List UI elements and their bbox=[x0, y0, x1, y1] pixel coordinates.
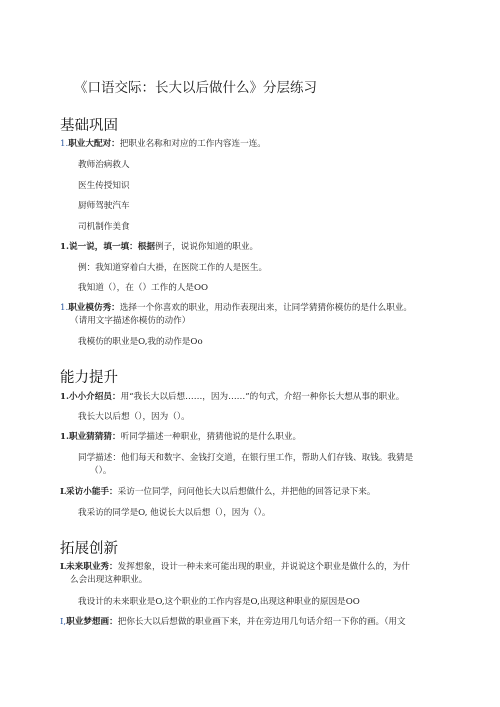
question-label: 未来职业秀： bbox=[66, 562, 118, 572]
question-text: 采访一位同学，问问他长大以后想做什么，并把他的回答记录下来。 bbox=[117, 487, 376, 497]
question-label: 职业猜猜猜： bbox=[68, 432, 121, 442]
question-number: L bbox=[60, 487, 67, 497]
question-label: 小小介绍员： bbox=[68, 392, 121, 402]
question-text: 发挥想象，设计一种未来可能出现的职业，并说说这个职业是做什么的，为什 bbox=[117, 562, 410, 572]
fill-in-line: 我模仿的职业是O,我的动作是Oo bbox=[78, 337, 203, 347]
pair-item: 医生传授知识 bbox=[78, 181, 130, 191]
question-continuation: （请用文字描述你模仿的动作） bbox=[70, 316, 191, 326]
question-number: 1. bbox=[60, 242, 69, 252]
question-text: 例子，说说你知道的职业。 bbox=[154, 242, 259, 252]
question-label: 职业梦想画： bbox=[66, 617, 118, 627]
ability-question-2 bbox=[60, 431, 301, 443]
question-number: 1. bbox=[60, 432, 69, 442]
question-text: 听同学描述一种职业，猜猜他说的是什么职业。 bbox=[120, 432, 302, 442]
question-number: L bbox=[60, 562, 67, 572]
question-label: 说一说，填一填： bbox=[68, 242, 138, 252]
question-continuation: （）。 bbox=[90, 466, 112, 476]
question-number: 1. bbox=[60, 392, 69, 402]
extend-question-1 bbox=[60, 561, 410, 573]
fill-in-line: 我长大以后想（），因为（）。 bbox=[78, 412, 190, 422]
basic-question-3 bbox=[60, 302, 412, 314]
pair-item: 司机制作美食 bbox=[78, 222, 130, 232]
extend-question-2 bbox=[60, 616, 406, 628]
basic-question-2 bbox=[60, 241, 258, 253]
question-text: 把你长大以后想做的职业画下来，并在旁边用几句话介绍一下你的画。（用文 bbox=[117, 617, 406, 627]
page-title: 《口语交际：长大以后做什么》分层练习 bbox=[74, 80, 317, 96]
basic-question-1 bbox=[60, 138, 266, 150]
pair-item: 厨师驾驶汽车 bbox=[78, 201, 130, 211]
question-number: 1. bbox=[60, 139, 69, 149]
fill-in-line: 我采访的同学是O, 他说长大以后想（），因为（）。 bbox=[78, 508, 271, 518]
question-number: 1. bbox=[60, 303, 69, 313]
ability-question-3 bbox=[60, 486, 375, 498]
question-continuation: 么会出现这种职业。 bbox=[70, 575, 148, 585]
question-label: 职业模仿秀： bbox=[68, 303, 120, 313]
description-text: 同学描述：他们每天和数字、金钱打交道，在银行里工作，帮助人们存钱、取钱。我猜是 bbox=[78, 453, 414, 463]
question-text: 把职业名称和对应的工作内容连一连。 bbox=[119, 139, 266, 149]
section-heading-ability: 能力提升 bbox=[60, 370, 118, 386]
question-label: 采访小能手： bbox=[66, 487, 118, 497]
fill-in-line: 我知道（），在（）工作的人是OO bbox=[78, 283, 209, 293]
question-number: I, bbox=[60, 617, 67, 627]
section-heading-basic: 基础巩固 bbox=[60, 118, 118, 134]
question-label-extra: 根据 bbox=[137, 242, 155, 252]
example-text: 例：我知道穿着白大褂，在医院工作的人是医生。 bbox=[78, 263, 268, 273]
pair-item: 教师治病救人 bbox=[78, 160, 130, 170]
question-label: 职业大配对： bbox=[68, 139, 120, 149]
question-text: 用“我长大以后想……，因为……”的句式，介绍一种你长大想从事的职业。 bbox=[120, 392, 405, 402]
section-heading-extend: 拓展创新 bbox=[60, 541, 118, 557]
question-text: 选择一个你喜欢的职业，用动作表现出来，让同学猜猜你模仿的是什么职业。 bbox=[119, 303, 412, 313]
fill-in-line: 我设计的未来职业是O,这个职业的工作内容是O,出现这种职业的原因是OO bbox=[78, 597, 360, 607]
ability-question-1 bbox=[60, 391, 404, 403]
